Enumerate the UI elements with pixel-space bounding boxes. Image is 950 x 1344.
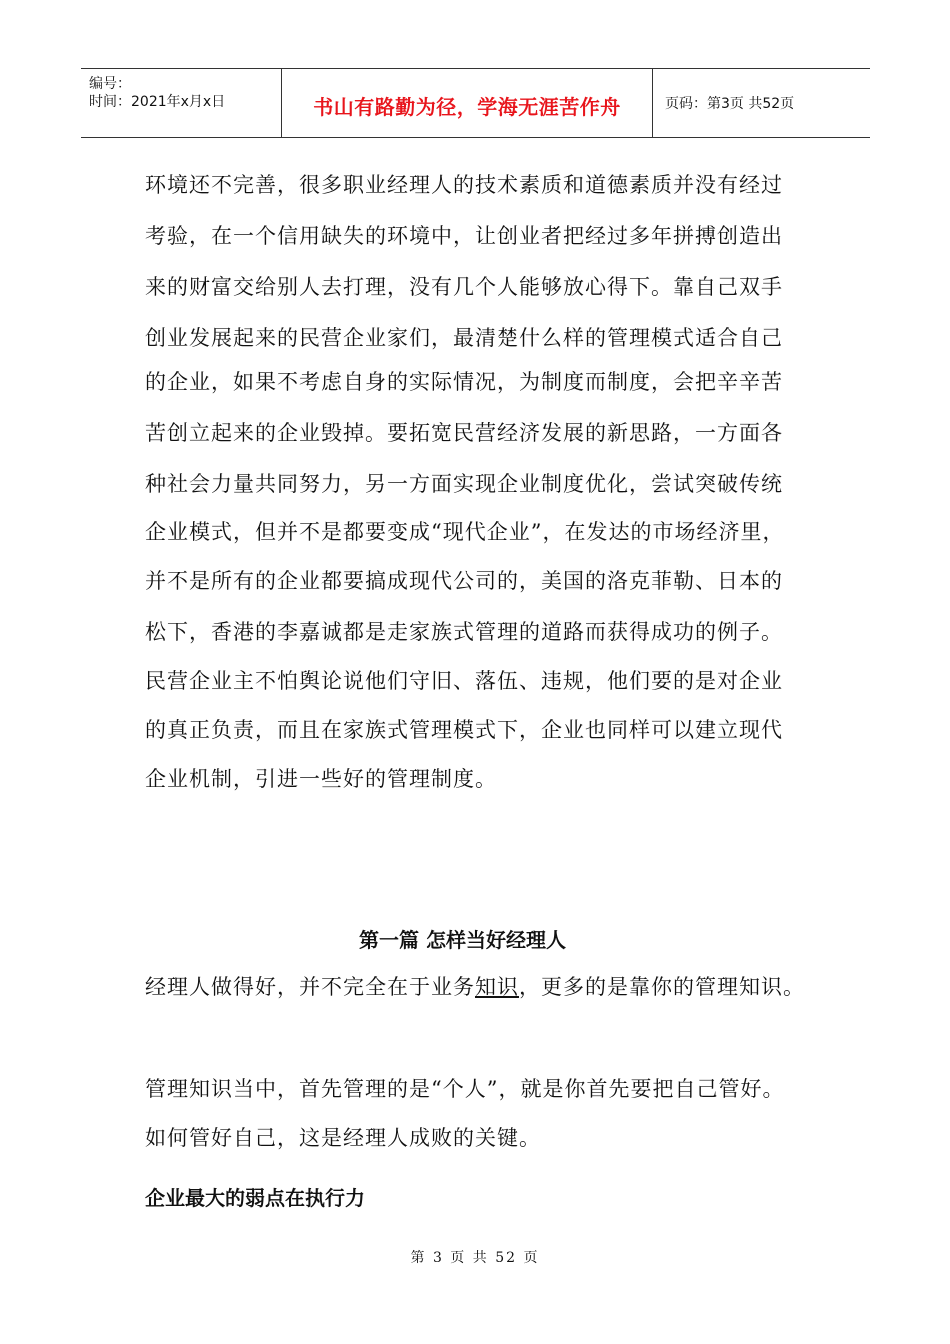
header-motto: 书山有路勤为径，学海无涯苦作舟 bbox=[313, 95, 621, 119]
body-line: 考验，在一个信用缺失的环境中，让创业者把经过多年拼搏创造出 bbox=[145, 224, 783, 248]
header-page-info: 页码：第3页 共52页 bbox=[665, 96, 795, 112]
body-line: 苦创立起来的企业毁掉。要拓宽民营经济发展的新思路，一方面各 bbox=[145, 421, 783, 445]
body-line: 环境还不完善，很多职业经理人的技术素质和道德素质并没有经过 bbox=[145, 173, 783, 197]
chapter-title: 第一篇 怎样当好经理人 bbox=[359, 928, 566, 952]
number-label: 编号： bbox=[89, 76, 131, 92]
body-line: 松下，香港的李嘉诚都是走家族式管理的道路而获得成功的例子。 bbox=[145, 620, 783, 644]
page-footer: 第 3 页 共 52 页 bbox=[410, 1250, 540, 1266]
header-motto-cell bbox=[282, 69, 653, 137]
intro-text-before: 经理人做得好，并不完全在于业务 bbox=[145, 975, 475, 999]
body-line: 如何管好自己，这是经理人成败的关键。 bbox=[145, 1126, 541, 1150]
body-line: 的企业，如果不考虑自身的实际情况，为制度而制度，会把辛辛苦 bbox=[145, 370, 783, 394]
intro-underlined-word: 知识 bbox=[475, 975, 519, 999]
intro-line bbox=[145, 962, 805, 1013]
page-header bbox=[81, 68, 870, 138]
body-line: 企业模式，但并不是都要变成“现代企业”，在发达的市场经济里， bbox=[145, 520, 785, 544]
body-line: 的真正负责，而且在家族式管理模式下，企业也同样可以建立现代 bbox=[145, 718, 783, 742]
header-meta-cell bbox=[81, 69, 282, 137]
body-line: 并不是所有的企业都要搞成现代公司的，美国的洛克菲勒、日本的 bbox=[145, 569, 783, 593]
body-line: 管理知识当中，首先管理的是“个人”，就是你首先要把自己管好。 bbox=[145, 1077, 785, 1101]
header-page-cell bbox=[653, 69, 870, 137]
time-label: 时间：2021年x月x日 bbox=[89, 94, 226, 110]
body-line: 民营企业主不怕舆论说他们守旧、落伍、违规，他们要的是对企业 bbox=[145, 669, 783, 693]
body-line: 企业机制，引进一些好的管理制度。 bbox=[145, 767, 497, 791]
body-line: 来的财富交给别人去打理，没有几个人能够放心得下。靠自己双手 bbox=[145, 275, 783, 299]
body-line: 种社会力量共同努力，另一方面实现企业制度优化，尝试突破传统 bbox=[145, 472, 783, 496]
intro-text-after: ，更多的是靠你的管理知识。 bbox=[519, 975, 805, 999]
section-heading: 企业最大的弱点在执行力 bbox=[145, 1186, 365, 1210]
body-line: 创业发展起来的民营企业家们，最清楚什么样的管理模式适合自己 bbox=[145, 326, 783, 350]
